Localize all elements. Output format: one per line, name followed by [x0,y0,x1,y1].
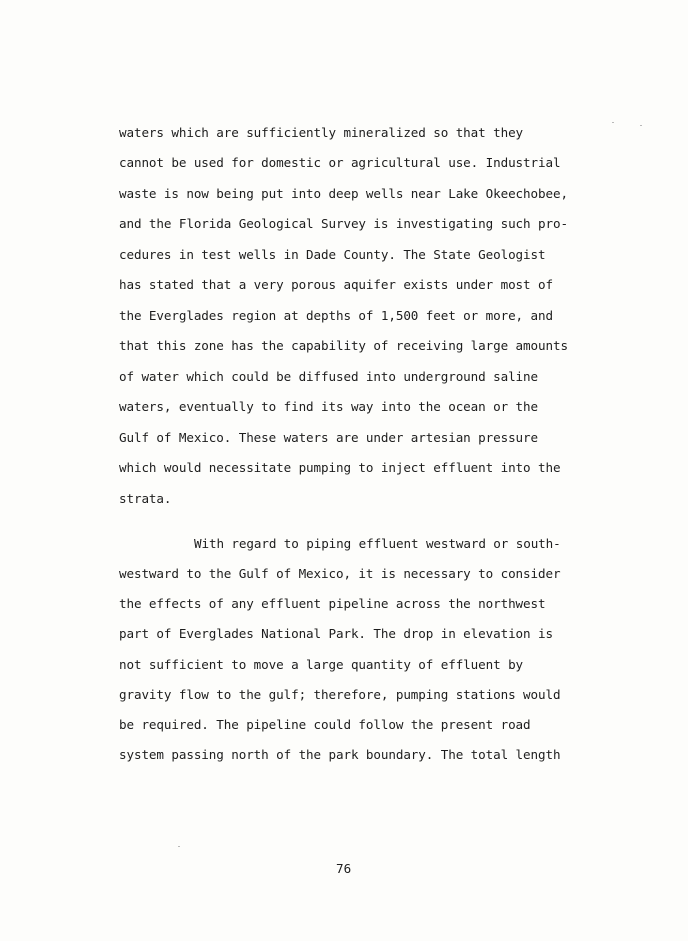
paragraph-1-line-6: has stated that a very porous aquifer exists under most of [119,277,553,292]
paragraph-2-line-4: part of Everglades National Park. The drop in elevation is [119,626,553,641]
paragraph-1-line-2: cannot be used for domestic or agricultural use. Industrial [119,155,561,170]
paragraph-1-line-7: the Everglades region at depths of 1,500 feet or more, and [119,308,553,323]
paragraph-1-line-8: that this zone has the capability of receiving large amounts [119,338,568,353]
paragraph-1-line-3: waste is now being put into deep wells near Lake Okeechobee, [119,186,568,201]
paragraph-2-line-6: gravity flow to the gulf; therefore, pumping stations would [119,687,561,702]
paragraph-2-line-1: With regard to piping effluent westward or south- [194,536,561,551]
paragraph-1-line-12: which would necessitate pumping to inject effluent into the [119,460,561,475]
paragraph-1-line-11: Gulf of Mexico. These waters are under artesian pressure [119,430,538,445]
paragraph-2-line-3: the effects of any effluent pipeline across the northwest [119,596,546,611]
paragraph-1-line-4: and the Florida Geological Survey is investigating such pro- [119,216,568,231]
paragraph-1-line-10: waters, eventually to find its way into the ocean or the [119,399,538,414]
paragraph-1-line-1: waters which are sufficiently mineralized so that they [119,125,524,140]
scan-speck [612,122,614,123]
paragraph-2-line-8: system passing north of the park boundary. The total length [119,747,561,762]
paragraph-1-line-9: of water which could be diffused into underground saline [119,369,538,384]
paragraph-2-line-2: westward to the Gulf of Mexico, it is necessary to consider [119,566,561,581]
scan-speck [178,846,180,847]
paragraph-2-line-7: be required. The pipeline could follow the present road [119,717,531,732]
scan-speck [640,125,642,126]
paragraph-2-line-5: not sufficient to move a large quantity of effluent by [119,657,524,672]
paragraph-1-line-13: strata. [119,491,172,506]
page-number: 76 [336,861,352,876]
paragraph-1-line-5: cedures in test wells in Dade County. The State Geologist [119,247,546,262]
